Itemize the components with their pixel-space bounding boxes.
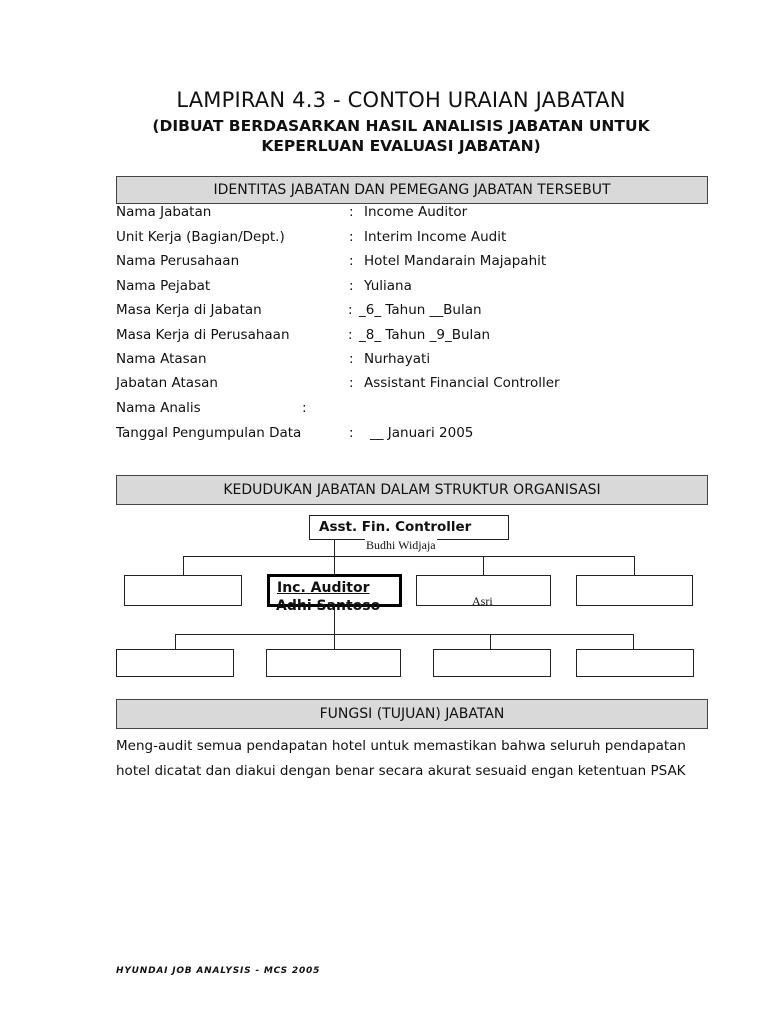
identity-colon: :: [349, 351, 354, 367]
org-box-peer: [416, 575, 551, 606]
identity-colon: :: [349, 204, 354, 220]
section-heading-kedudukan: KEDUDUKAN JABATAN DALAM STRUKTUR ORGANISASI: [116, 475, 708, 505]
section-heading-identitas: IDENTITAS JABATAN DAN PEMEGANG JABATAN TERSEBUT: [116, 176, 708, 204]
connector-line: [483, 556, 484, 575]
identity-label: Nama Perusahaan: [116, 253, 240, 269]
identity-label: Nama Analis: [116, 400, 201, 416]
org-box-subordinate: [433, 649, 551, 677]
identity-value: Yuliana: [364, 278, 412, 294]
org-box-peer: [124, 575, 242, 606]
identity-value: Assistant Financial Controller: [364, 375, 560, 391]
org-box-peer: [576, 575, 693, 606]
org-box-subordinate: [266, 649, 401, 677]
connector-line: [334, 556, 335, 574]
identity-label: Nama Pejabat: [116, 278, 211, 294]
subtitle-line-1: (DIBUAT BERDASARKAN HASIL ANALISIS JABATAN UNTUK: [152, 117, 650, 135]
function-description: Meng-audit semua pendapatan hotel untuk memastikan bahwa seluruh pendapatan hotel dicatat dan diakui dengan benar secara akurat sesuaid engan ketentuan PSAK: [116, 738, 686, 779]
identity-value: Income Auditor: [364, 204, 468, 220]
identity-label: Nama Jabatan: [116, 204, 212, 220]
page-subtitle: [0, 116, 768, 156]
identity-label: Masa Kerja di Perusahaan: [116, 327, 290, 343]
identity-colon: :: [349, 425, 354, 441]
section-heading-fungsi: FUNGSI (TUJUAN) JABATAN: [116, 699, 708, 729]
page-title: LAMPIRAN 4.3 - CONTOH URAIAN JABATAN: [176, 88, 626, 112]
identity-value: _8_ Tahun _9_Bulan: [359, 327, 491, 343]
identity-colon: :: [349, 375, 354, 391]
org-box-superior-title: Asst. Fin. Controller: [319, 519, 472, 535]
identity-colon: :: [302, 400, 307, 416]
identity-colon: :: [349, 278, 354, 294]
identity-label: Nama Atasan: [116, 351, 207, 367]
identity-label: Jabatan Atasan: [116, 375, 218, 391]
connector-line: [183, 556, 635, 557]
identity-label: Masa Kerja di Jabatan: [116, 302, 262, 318]
connector-line: [633, 634, 634, 649]
connector-line: [490, 634, 491, 649]
org-box-superior: [309, 515, 509, 540]
identity-value: Nurhayati: [364, 351, 431, 367]
peer-name: Asri: [472, 594, 493, 608]
identity-value: _6_ Tahun __Bulan: [359, 302, 482, 318]
connector-line: [334, 539, 335, 556]
connector-line: [634, 556, 635, 575]
page-footer: HYUNDAI JOB ANALYSIS - MCS 2005: [116, 966, 321, 976]
identity-colon: :: [349, 229, 354, 245]
identity-colon: :: [349, 253, 354, 269]
subtitle-line-2: KEPERLUAN EVALUASI JABATAN): [261, 137, 541, 155]
current-position-holder: Adhi Santoso: [276, 598, 381, 613]
identity-value: Hotel Mandarain Majapahit: [364, 253, 547, 269]
identity-value: __ Januari 2005: [370, 425, 474, 441]
connector-line: [175, 634, 176, 649]
connector-line: [183, 556, 184, 575]
current-position-title: Inc. Auditor: [277, 580, 370, 596]
identity-label: Tanggal Pengumpulan Data: [116, 425, 302, 441]
connector-line: [334, 634, 335, 649]
identity-label: Unit Kerja (Bagian/Dept.): [116, 229, 285, 245]
org-box-subordinate: [576, 649, 694, 677]
identity-colon: :: [348, 302, 353, 318]
connector-line: [175, 634, 634, 635]
identity-colon: :: [348, 327, 353, 343]
org-box-subordinate: [116, 649, 234, 677]
superior-name: Budhi Widjaja: [366, 538, 436, 552]
identity-value: Interim Income Audit: [364, 229, 507, 245]
